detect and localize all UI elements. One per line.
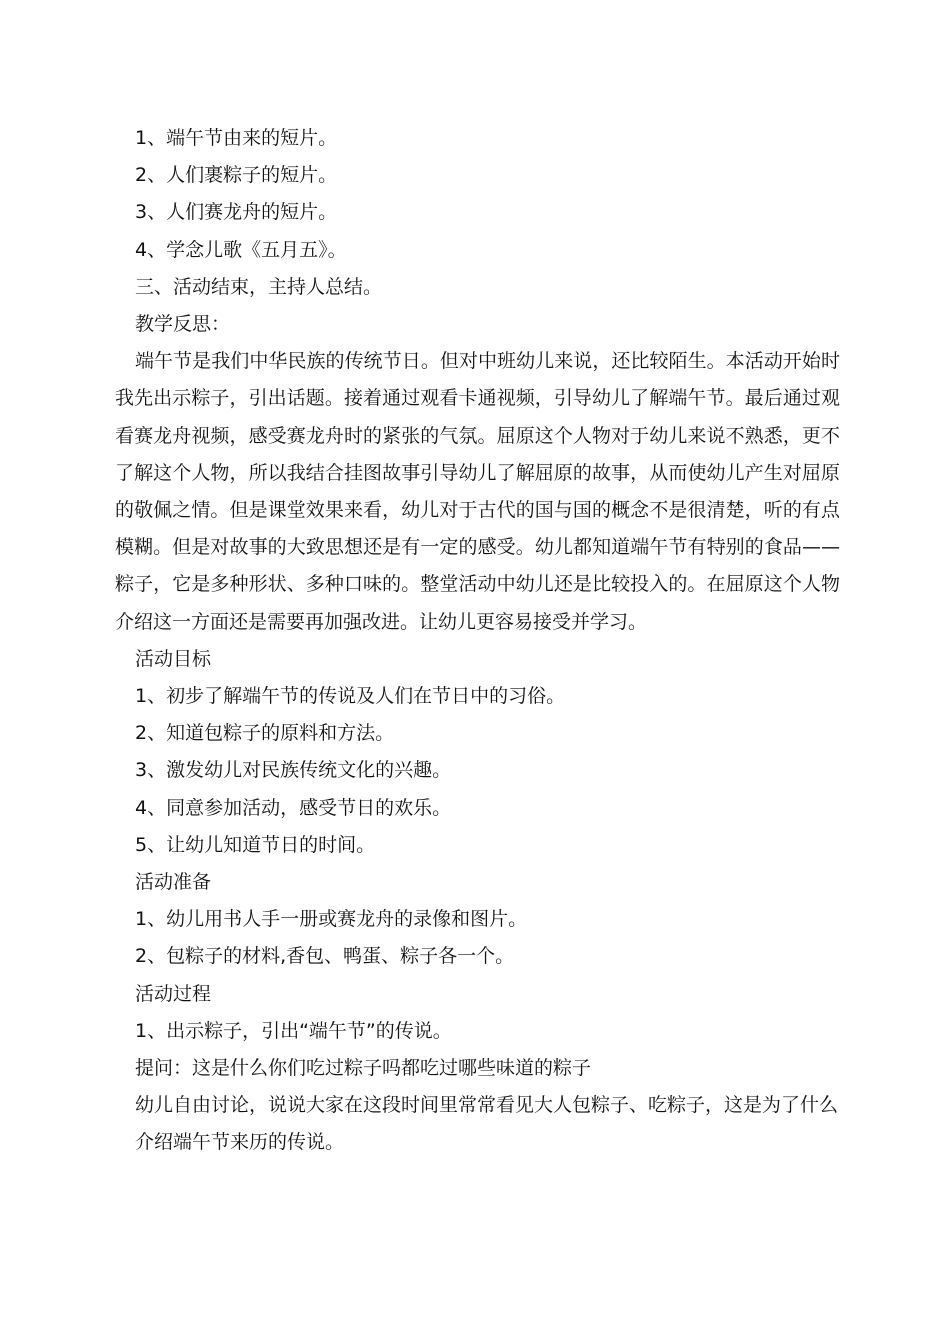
text-line: 5、让幼儿知道节日的时间。: [135, 833, 376, 856]
section-heading: 教学反思：: [135, 313, 231, 336]
text-line: 提问：这是什么你们吃过粽子吗都吃过哪些味道的粽子: [135, 1057, 592, 1080]
text-line: 1、端午节由来的短片。: [135, 127, 338, 149]
discussion-paragraph: 幼儿自由讨论，说说大家在这段时间里常常看见大人包粽子、吃粽子，这是为了什么: [135, 1094, 839, 1117]
text-line: 3、人们赛龙舟的短片。: [135, 201, 338, 224]
document-body: [115, 120, 840, 1162]
section-heading: 活动过程: [135, 982, 212, 1005]
text-line: 1、初步了解端午节的传说及人们在节日中的习俗。: [135, 685, 566, 708]
section-heading: 活动准备: [135, 871, 212, 894]
text-line: 介绍端午节来历的传说。: [135, 1131, 345, 1154]
text-line: 2、人们裹粽子的短片。: [135, 164, 338, 187]
text-line: 2、知道包粽子的原料和方法。: [135, 722, 395, 745]
text-line: 4、学念儿歌《五月五》。: [135, 238, 347, 261]
section-heading: 活动目标: [135, 647, 212, 670]
text-line: 1、幼儿用书人手一册或赛龙舟的录像和图片。: [135, 908, 528, 931]
text-line: 2、包粽子的材料,香包、鸭蛋、粽子各一个。: [135, 945, 515, 968]
text-line: 三、活动结束，主持人总结。: [135, 275, 383, 298]
text-line: 3、激发幼儿对民族传统文化的兴趣。: [135, 759, 452, 782]
text-line: 1、出示粽子，引出“端午节”的传说。: [135, 1019, 452, 1042]
reflection-paragraph: 端午节是我们中华民族的传统节日。但对中班幼儿来说，还比较陌生。本活动开始时我先出示粽子，引出话题。接着通过观看卡通视频，引导幼儿了解端午节。最后通过观看赛龙舟视频，感受赛龙舟时的紧张的气氛。屈原这个人物对于幼儿来说不熟悉，更不了解这个人物，所以我结合挂图故事引导幼儿了解屈原的故事，从而使幼儿产生对屈原的敬佩之情。但是课堂效果来看，幼儿对于古代的国与国的概念不是很清楚，听的有点模糊。但是对故事的大致思想还是有一定的感受。幼儿都知道端午节有特别的食品——粽子，它是多种形状、多种口味的。整堂活动中幼儿还是比较投入的。在屈原这个人物介绍这一方面还是需要再加强改进。让幼儿更容易接受并学习。: [115, 350, 840, 633]
text-line: 4、同意参加活动，感受节日的欢乐。: [135, 796, 452, 819]
